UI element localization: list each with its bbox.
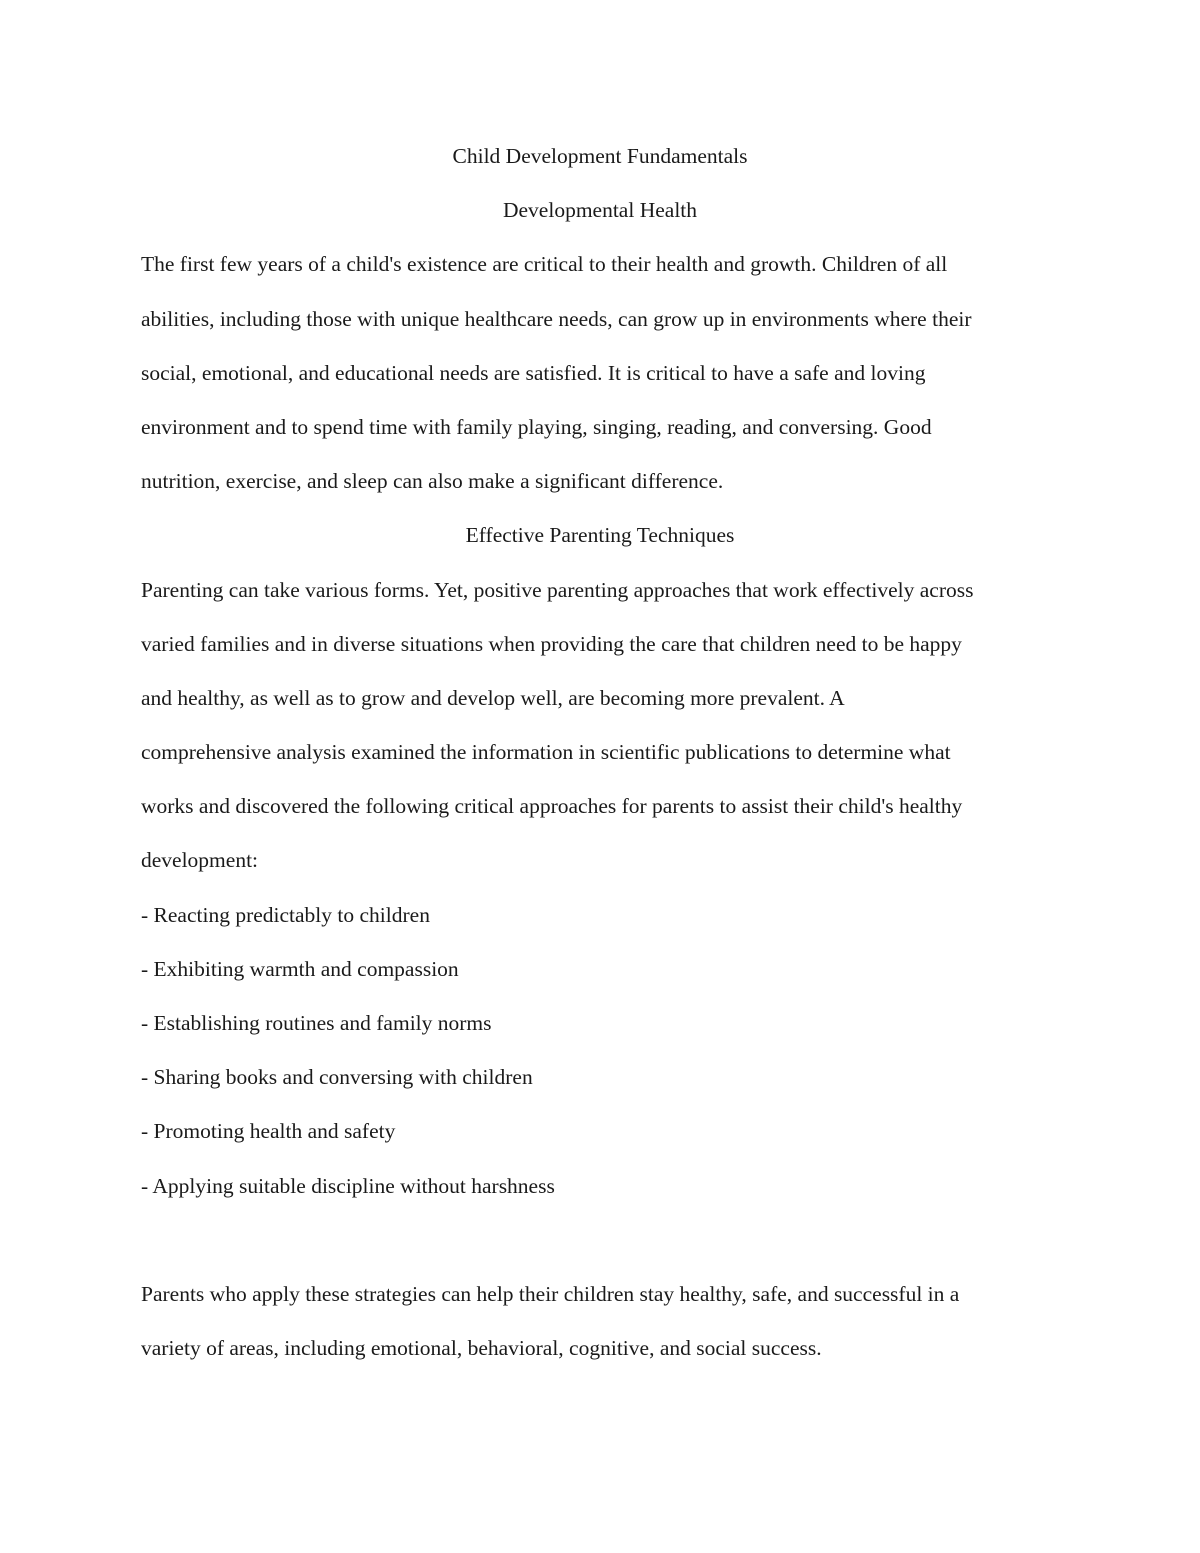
list-item: - Applying suitable discipline without harshness — [141, 1173, 555, 1198]
document-body — [141, 129, 1059, 1375]
paragraph-line: comprehensive analysis examined the information in scientific publications to determine what — [141, 740, 951, 765]
section-heading: Developmental Health — [502, 198, 698, 223]
document-title: Child Development Fundamentals — [452, 144, 748, 168]
list-item: - Promoting health and safety — [141, 1119, 396, 1144]
bullet-list — [141, 888, 1059, 1213]
paragraph-line: Parents who apply these strategies can help their children stay healthy, safe, and successful in a — [141, 1281, 960, 1306]
paragraph-line: abilities, including those with unique healthcare needs, can grow up in environments where their — [141, 306, 972, 331]
section-heading: Effective Parenting Techniques — [465, 523, 735, 548]
paragraph-line: variety of areas, including emotional, behavioral, cognitive, and social success. — [141, 1336, 822, 1361]
paragraph-line: works and discovered the following critical approaches for parents to assist their child's healthy — [141, 794, 963, 819]
paragraph-line: Parenting can take various forms. Yet, positive parenting approaches that work effectively across — [141, 577, 974, 602]
paragraph — [141, 237, 1059, 508]
paragraph-line: varied families and in diverse situations when providing the care that children need to be happy — [141, 631, 962, 656]
list-item: - Sharing books and conversing with children — [141, 1065, 533, 1090]
list-item: - Reacting predictably to children — [141, 902, 430, 927]
paragraph-line: and healthy, as well as to grow and develop well, are becoming more prevalent. A — [141, 685, 845, 710]
paragraph-line: The first few years of a child's existence are critical to their health and growth. Children of all — [141, 252, 948, 277]
paragraph-line: social, emotional, and educational needs are satisfied. It is critical to have a safe and loving — [141, 360, 926, 385]
blank-line — [141, 1213, 1059, 1267]
paragraph-line: environment and to spend time with family playing, singing, reading, and conversing. Good — [141, 414, 932, 439]
list-item: - Exhibiting warmth and compassion — [141, 956, 459, 981]
list-item: - Establishing routines and family norms — [141, 1011, 492, 1035]
paragraph-line: development: — [141, 848, 259, 873]
closing-paragraph — [141, 1267, 1059, 1375]
paragraph-line: nutrition, exercise, and sleep can also make a significant difference. — [141, 469, 724, 494]
paragraph — [141, 563, 1059, 888]
